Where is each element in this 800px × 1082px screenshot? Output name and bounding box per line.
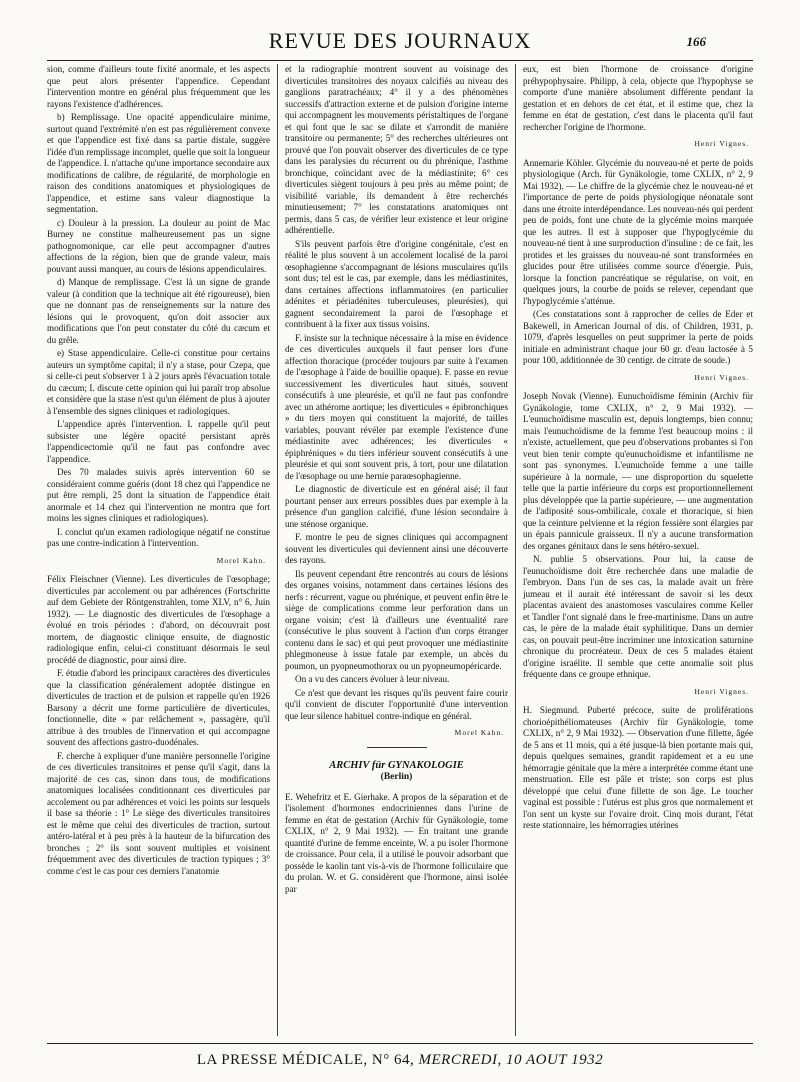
paragraph: F. cherche à expliquer d'une manière personnelle l'origine de ces diverticules transitoires et pense qu'il s'agit, dans la majorité de ces cas, sinon dans tous, de modifications anatomiques localisées conditionnant ces diverticules par accolement ou par adhérences et voici les points sur lesquels il base sa théorie : 1° Le siège des diverticules transitoires est le même que celui des diverticules de traction, surtout antéro-latéral et à peu près à la hauteur de la bifurcation des bronches ; 2° ils sont souvent multiples et voisinent fréquemment avec des diverticules de traction typiques ; 3° comme c'est le cas pour ces derniers l'anatomie [47, 750, 270, 876]
paragraph: F. insiste sur la technique nécessaire à la mise en évidence de ces diverticules auxquels il faut penser lors d'une affection thoracique (procéder toujours par suite à l'examen de l'œsophage à l'aide de bouillie opaque). F. passe en revue successivement les diverticules haut situés, souvent consécutifs à une pleurésie, et qu'il ne faut pas confondre avec un athérome aortique; les diverticules « épibronchiques » du tiers moyen qui constituent la majorité, de tailles variables, pouvant révéler par exemple l'existence d'une médiastinite avec adhérences; les diverticules « épiphréniques » du tiers inférieur souvent consécutifs à une pleurésie et qui sont souvent pris, à tort, pour une dilatation de l'œsophage ou une hernie paraœsophagienne. [285, 332, 508, 481]
paragraph: et la radiographie montrent souvent au voisinage des diverticules transitoires des noyaux calcifiés au niveau des ganglions paratrachéaux; 4° il y a des phénomènes successifs d'attraction externe et de pulsion d'origine interne qui accompagnent les mouvements péristaltiques de l'organe et qui font que le sac se dilate et s'arrondit de manière transitoire ou permanente; 5° des recherches ultérieures ont prouvé que l'on pouvait observer des diverticules de ce type dans les paralysies du récurrent ou du phrénique, l'asthme bronchique, coïncidant avec de la médiastinite; 6° ces diverticules siègent toujours à peu près au même point; de visibilité variable, ils demandent à être recherchés minutieusement; 7° les constatations anatomiques ont permis, dans 5 cas, de vérifier leur existence et leur origine adhérentielle. [285, 64, 508, 235]
paragraph: F. montre le peu de signes cliniques qui accompagnent souvent les diverticules qui deviennent ainsi une découverte des rayons. [285, 532, 508, 565]
paragraph: d) Manque de remplissage. C'est là un signe de grande valeur (à condition que la technique ait été rigoureuse), bien que ne donnant pas de renseignements sur la nature des lésions qui le provoquent, qu'on doit associer aux modifications que l'on peut constater du côté du cæcum et du grêle. [47, 277, 270, 345]
paragraph: eux, est bien l'hormone de croissance d'origine préhypophysaire. Philipp, à cela, objecte que l'hypophyse se comporte d'une manière absolument différente pendant la gestation et en dehors de cet état, et il estime que, chez la femme en état de gestation, c'est dans le placenta qu'il faut rechercher l'origine de l'hormone. [523, 64, 753, 132]
paragraph: (Ces constatations sont à rapprocher de celles de Eder et Bakewell, in American Journal of dis. of Children, 1931, p. 1079, d'après lesquelles on peut supprimer la perte de poids initiale en administrant chaque jour 60 gr. d'eau lactosée à 5 pour 100, additionnée de 30 centigr. de citrate de soude.) [523, 309, 753, 365]
paragraph: Des 70 malades suivis après intervention 60 se considéraient comme guéris (dont 18 chez qui l'appendice ne put être rempli, 25 dont la situation de l'appendice était anormale et 14 chez qui l'intervention ne montra que fort moins les signes cliniques et radiologiques). [47, 467, 270, 523]
author-signature: Morel Kahn. [454, 728, 504, 737]
paragraph: N. publie 5 observations. Pour lui, la cause de l'eunuchoïdisme doit être recherchée dans une maladie de l'embryon. Dans l'un de ses cas, la malade avait un frère jumeau et il aurait été intéressant de savoir si les deux placentas avaient des anastomoses vasculaires comme Keller et Tandler l'ont signalé dans le free-martinisme. Dans un autre cas, le père de la malade était syphilitique. Dans un dernier cas, on pouvait peut-être incriminer une intoxication saturnine chronique du procréateur. Deux de ces 5 malades étaient d'origine israélite. Il semble que cette anomalie soit plus fréquente dans ce groupe ethnique. [523, 554, 753, 679]
paragraph: I. conclut qu'un examen radiologique négatif ne constitue pas une contre-indication à l'intervention. [47, 526, 270, 548]
journal-section-title: ARCHIV für GYNAKOLOGIE [329, 759, 464, 771]
page-footer [0, 1052, 800, 1069]
paragraph: Le diagnostic de diverticule est en général aisé; il faut pourtant penser aux erreurs possibles dues par exemple à la présence d'un ganglion calcifié, d'une lésion secondaire à une sténose organique. [285, 484, 508, 529]
paragraph: L'appendice après l'intervention. I. rappelle qu'il peut subsister une légère opacité persistant après l'appendicectomie qu'il ne faut pas confondre avec l'appendice. [47, 419, 270, 464]
article-heading: Félix Fleischner (Vienne). Les diverticules de l'œsophage; diverticules par accolement ou par adhérences (Fortschritte auf dem Gebiete der Röntgenstrahlen, tome XLV, n° 6, Juin 1932). — Le diagnostic des diverticules de l'œsophage a évolué en trois périodes : d'abord, on découvrait post mortem, de diagnostic clinique ensuite, de diagnostic radiologique enfin, celui-ci constituant désormais le seul procédé de diagnostic, pour ainsi dire. [47, 574, 270, 665]
article-heading: Joseph Novak (Vienne). Eunuchoïdisme féminin (Archiv für Gynäkologie, tome CXLIX, n° 2, 9 Mai 1932). — L'eunuchoïdisme masculin est, depuis longtemps, bien connu; mais l'eunuchoïdisme de la femme l'est beaucoup moins : il n'existe, actuellement, que peu d'observations probantes si l'on veut bien tenir compte qu'eunuchoïdisme et infantilisme ne sont pas synonymes. L'eunuchoïde femme a une taille supérieure à la normale, — une disproportion du squelette telle que la partie inférieure du corps est proportionnellement plus développée que la partie supérieure, — une augmentation de l'adiposité sous-ombilicale, coxale et thoracique, si bien que la ceinture pelvienne et la région fessière sont élargies par un épais pannicule graisseux. Il n'y a aucune transformation des organes génitaux dans le sens hétéro-sexuel. [523, 391, 753, 551]
author-signature: Henri Vignes. [694, 139, 749, 148]
paragraph: On a vu des cancers évoluer à leur niveau. [295, 674, 450, 684]
footer-rule [47, 1043, 753, 1044]
paragraph: S'ils peuvent parfois être d'origine congénitale, c'est en réalité le plus souvent à un accolement localisé de la paroi œsophagienne s'accompagnant de lésions musculaires qu'ils sont dus; tel est le cas, par exemple, dans les médiastinites, dans certaines affections inflammatoires (en particulier adénites et périadénites tuberculeuses, pleurésies), qui gagnent secondairement la paroi de l'œsophage et contribuent à la fixer aux tissus voisins. [285, 238, 508, 329]
paragraph: Ce n'est que devant les risques qu'ils peuvent faire courir qu'il convient de discuter l'opportunité d'une intervention que leur silence habituel contre-indique en général. [285, 687, 508, 721]
page-number: 166 [686, 34, 706, 49]
footer-journal: LA PRESSE MÉDICALE, N° 64, [196, 1052, 415, 1068]
column-middle [285, 64, 508, 1036]
column-divider [515, 64, 516, 1036]
article-heading: Annemarie Köhler. Glycémie du nouveau-né et perte de poids physiologique (Arch. für Gynäkologie, tome CXLIX, n° 2, 9 Mai 1932). — Le chiffre de la glycémie chez le nouveau-né et l'importance de perte de poids physiologique néonatale sont dans une étroite interdépendance. Les nouveau-nés qui perdent peu de poids, font une chute de la glycémie moins marquée que les autres. Il est à supposer que l'hypoglycémie du nouveau-né tient à une surproduction d'insuline : de ce fait, les protides et les graisses du nouveau-né sont transformées en glucides pour être utilisées comme source d'énergie. Puis, lorsque la fonction pancréatique se régularise, on voit, en quelques jours, la courbe de poids se relever, cependant que l'hypoglycémie s'atténue. [523, 157, 753, 306]
running-header-title: REVUE DES JOURNAUX [268, 28, 532, 53]
paragraph: Ils peuvent cependant être rencontrés au cours de lésions des organes voisins, notamment dans certaines lésions des nerfs : récurrent, vague ou phrénique, et peuvent enfin être le siège de complications comme leur perforation dans un organe voisin; c'est là d'ailleurs une éventualité rare (consécutive le plus souvent à l'action d'un corps étranger contenu dans le sac) et qui peut provoquer une médiastinite phlegmoneuse à issue fatale par exemple, un abcès du poumon, un pyopneumothorax ou un pyopneumopéricarde. [285, 568, 508, 671]
author-signature: Henri Vignes. [694, 372, 749, 382]
column-right [523, 64, 753, 1036]
paragraph: b) Remplissage. Une opacité appendiculaire minime, surtout quand l'extrémité n'en est pas régulièrement convexe et que l'appendice est fixé dans sa partie distale, suggère l'idée d'un remplissage incomplet, quelle que soit la longueur de l'appendice. I. n'attache qu'une importance secondaire aux modifications de calibre, de régularité, de morphologie en raison des conditions anatomiques et physiologiques de l'appendice, et estime sans valeur diagnostique la segmentation. [47, 112, 270, 214]
column-left [47, 64, 270, 1036]
paragraph: c) Douleur à la pression. La douleur au point de Mac Burney ne constitue malheureusement pas un signe pathognomonique, car elle peut accompagner d'autres affections de la région, bien que de grande valeur, mais pouvant aussi manquer, au cours de lésions appendiculaires. [47, 217, 270, 274]
paragraph: e) Stase appendiculaire. Celle-ci constitue pour certains auteurs un symptôme capital; il n'y a stase, pour Czepa, que si celle-ci peut s'observer 1 à 2 jours après l'évacuation totale du cæcum; I. discute cette opinion qui lui paraît trop absolue et considère que la stase n'est qu'un élément de plus à ajouter à l'ensemble des signes cliniques et radiologiques. [47, 348, 270, 416]
article-heading: E. Wehefritz et E. Gierhake. A propos de la séparation et de l'isolement d'hormones endocriniennes dans l'urine de femme en état de gestation (Archiv für Gynäkologie, tome CXLIX, n° 2, 9 Mai 1932). — En traitant une grande quantité d'urine de femme enceinte, W. a pu isoler l'hormone de croissance. Pour cela, il a utilisé le pouvoir adsorbant que possède le kaolin tant vis-à-vis de l'hormone folliculaire que du prolan. W. et G. considèrent que l'hormone, ainsi isolée par [285, 791, 508, 894]
header-rule [47, 60, 753, 61]
journal-section-city: (Berlin) [380, 772, 413, 782]
column-divider [277, 64, 278, 1036]
article-heading: H. Siegmund. Puberté précoce, suite de proliférations chorioépithéliomateuses (Archiv für Gynäkologie, tome CXLIX, n° 2, 9 Mai 1932). — Observation d'une fillette, âgée de 5 ans et 11 mois, qui a été jusque-là bien portante mais qui, depuis quelques semaines, grandit rapidement et a eu une hémorragie génitale que la mère a interprétée comme étant une menstruation. Elle est pâle et triste; son corps est plus développé que celui d'une fillette de son âge. Le toucher vaginal est possible : l'utérus est plus gros que normalement et l'on sent un kyste sur l'ovaire droit. Cinq mois durant, l'état reste stationnaire, les hémorragies utérines [523, 705, 753, 830]
paragraph: sion, comme d'ailleurs toute fixité anormale, et les aspects que peut alors présenter l'appendice. Cependant l'intervention montre en général plus fréquemment que les rayons l'existence d'adhérences. [47, 64, 270, 109]
section-separator [367, 747, 427, 748]
author-signature: Henri Vignes. [694, 686, 749, 696]
footer-date: MERCREDI, 10 AOUT 1932 [418, 1052, 604, 1068]
paragraph: F. étudie d'abord les principaux caractères des diverticules que la classification généralement adoptée distingue en diverticules de traction et de pulsion et rappelle qu'en 1926 Barsony a décrit une forme particulière de diverticules, fonctionnelle, dite « par relâchement », passagère, qu'il attribue à des troubles de l'innervation et qui accompagne souvent des affections gastro-duodénales. [47, 668, 270, 747]
author-signature: Morel Kahn. [216, 555, 266, 565]
